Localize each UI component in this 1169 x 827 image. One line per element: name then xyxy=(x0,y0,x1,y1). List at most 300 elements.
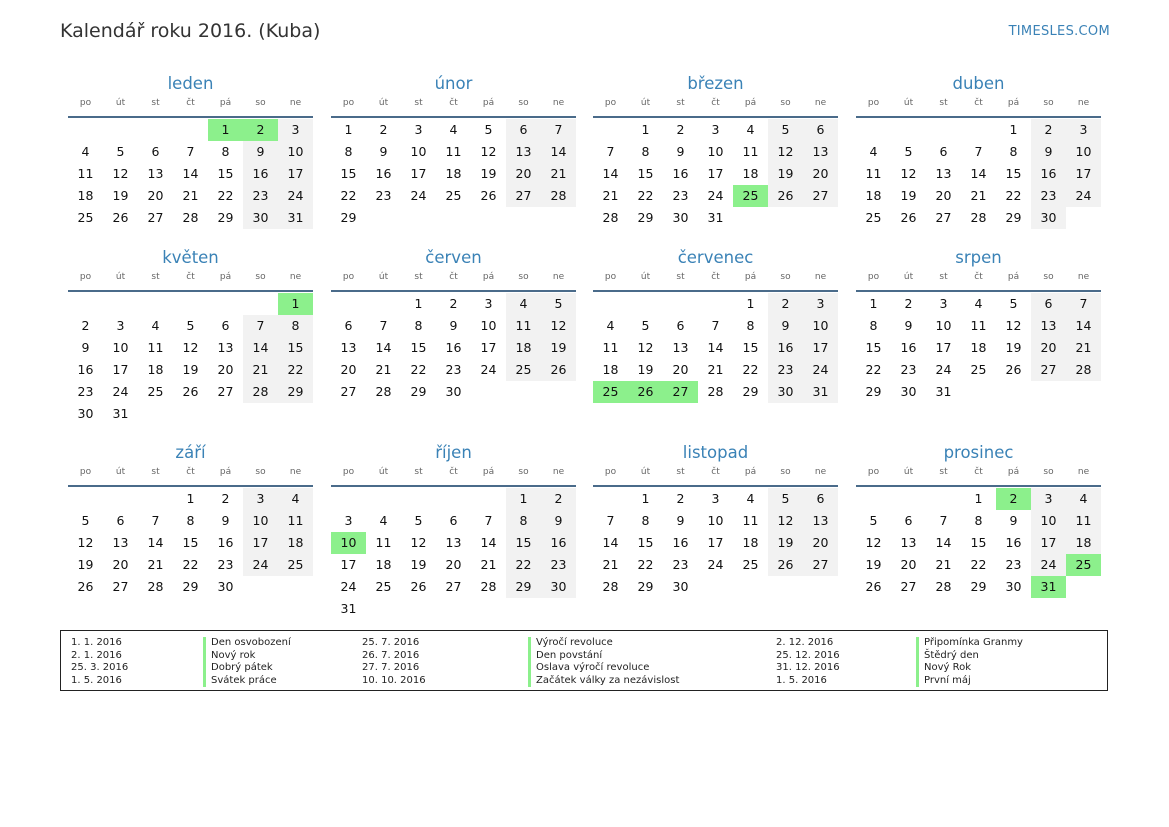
day-cell: 25 xyxy=(865,210,882,225)
day-cell: 20 xyxy=(803,532,838,554)
empty-cell xyxy=(68,488,103,510)
day-cell: 6 xyxy=(151,144,160,159)
day-cell: 21 xyxy=(970,188,987,203)
day-cell: 17 xyxy=(340,557,357,572)
day-cell: 17 xyxy=(243,532,278,554)
day-cell: 6 xyxy=(676,318,685,333)
day-cell: 4 xyxy=(869,144,878,159)
empty-cell xyxy=(593,119,628,141)
day-cell: 20 xyxy=(506,163,541,185)
weekday-label: so xyxy=(1043,272,1054,282)
weekday-label: po xyxy=(604,98,617,108)
day-cell: 25 xyxy=(375,579,392,594)
day-cell: 21 xyxy=(480,557,497,572)
day-cell: 27 xyxy=(217,384,234,399)
day-cell: 2 xyxy=(221,491,230,506)
day-cell: 15 xyxy=(410,340,427,355)
weekday-label: st xyxy=(151,467,160,477)
empty-cell xyxy=(961,119,996,141)
empty-cell xyxy=(138,119,173,141)
day-cell: 9 xyxy=(904,318,913,333)
day-cell: 24 xyxy=(935,362,952,377)
day-cell: 14 xyxy=(1066,315,1101,337)
day-cell: 6 xyxy=(904,513,913,528)
empty-cell xyxy=(593,293,628,315)
day-cell: 11 xyxy=(742,144,759,159)
legend-names-col-1 xyxy=(203,637,291,687)
legend-holiday-name: První máj xyxy=(916,675,1023,688)
day-cell: 31 xyxy=(278,207,313,229)
empty-cell xyxy=(593,488,628,510)
day-cell: 19 xyxy=(768,163,803,185)
empty-cell xyxy=(891,488,926,510)
day-cell: 15 xyxy=(506,532,541,554)
day-cell: 25 xyxy=(77,210,94,225)
day-cell: 17 xyxy=(1031,532,1066,554)
day-cell: 19 xyxy=(768,532,803,554)
weekday-label: ne xyxy=(552,272,565,282)
day-cell: 26 xyxy=(480,188,497,203)
weekday-label: út xyxy=(903,467,914,477)
weekday-label: út xyxy=(115,467,126,477)
legend-date: 25. 7. 2016 xyxy=(362,637,420,648)
day-cell: 26 xyxy=(182,384,199,399)
day-cell: 17 xyxy=(707,166,724,181)
day-cell: 24 xyxy=(410,188,427,203)
day-cell: 10 xyxy=(707,144,724,159)
legend-date: 1. 5. 2016 xyxy=(776,674,827,686)
day-cell: 26 xyxy=(768,554,803,576)
day-cell: 27 xyxy=(112,579,129,594)
day-cell: 28 xyxy=(602,210,619,225)
weekday-header xyxy=(593,96,838,118)
day-cell: 4 xyxy=(151,318,160,333)
weekday-label: čt xyxy=(449,467,458,477)
weekday-label: čt xyxy=(711,272,720,282)
weekday-header xyxy=(331,96,576,118)
day-cell: 2 xyxy=(768,293,803,315)
weekday-label: čt xyxy=(186,98,195,108)
day-cell: 11 xyxy=(506,315,541,337)
day-cell: 22 xyxy=(217,188,234,203)
day-cell: 18 xyxy=(742,166,759,181)
weekday-label: so xyxy=(255,467,266,477)
weekday-label: ne xyxy=(289,272,302,282)
weekday-label: so xyxy=(518,272,529,282)
day-cell: 13 xyxy=(112,535,129,550)
day-grid xyxy=(331,119,576,229)
weekday-label: po xyxy=(867,272,880,282)
month-9 xyxy=(68,441,313,598)
day-cell: 19 xyxy=(410,557,427,572)
weekday-label: st xyxy=(676,272,685,282)
weekday-header xyxy=(856,465,1101,487)
day-cell: 16 xyxy=(768,337,803,359)
day-cell: 3 xyxy=(243,488,278,510)
day-cell: 23 xyxy=(768,359,803,381)
day-cell: 26 xyxy=(541,359,576,381)
holiday-day-cell: 2 xyxy=(996,488,1031,510)
day-cell: 8 xyxy=(641,144,650,159)
holiday-day-cell: 25 xyxy=(593,381,628,403)
day-cell: 1 xyxy=(506,488,541,510)
weekday-label: ne xyxy=(289,467,302,477)
weekday-label: ne xyxy=(1077,272,1090,282)
day-cell: 28 xyxy=(935,579,952,594)
day-cell: 7 xyxy=(1066,293,1101,315)
day-cell: 20 xyxy=(900,557,917,572)
weekday-label: po xyxy=(342,98,355,108)
weekday-label: ne xyxy=(1077,467,1090,477)
day-cell: 5 xyxy=(116,144,125,159)
day-cell: 11 xyxy=(147,340,164,355)
day-cell: 10 xyxy=(935,318,952,333)
day-cell: 14 xyxy=(707,340,724,355)
day-cell: 17 xyxy=(410,166,427,181)
day-cell: 13 xyxy=(217,340,234,355)
brand-link[interactable]: TIMESLES.COM xyxy=(1008,24,1110,39)
day-cell: 23 xyxy=(1005,557,1022,572)
day-cell: 24 xyxy=(340,579,357,594)
day-cell: 5 xyxy=(414,513,423,528)
day-cell: 15 xyxy=(340,166,357,181)
weekday-label: ne xyxy=(552,467,565,477)
day-cell: 22 xyxy=(340,188,357,203)
empty-cell xyxy=(366,293,401,315)
day-cell: 11 xyxy=(375,535,392,550)
day-cell: 21 xyxy=(243,359,278,381)
month-name: prosinec xyxy=(943,443,1014,462)
legend-holiday-name: Dobrý pátek xyxy=(203,662,291,675)
month-name: červenec xyxy=(677,248,754,267)
day-cell: 11 xyxy=(970,318,987,333)
empty-cell xyxy=(856,119,891,141)
day-cell: 30 xyxy=(77,406,94,421)
day-cell: 7 xyxy=(484,513,493,528)
day-cell: 26 xyxy=(1005,362,1022,377)
empty-cell xyxy=(926,488,961,510)
day-cell: 15 xyxy=(865,340,882,355)
day-cell: 14 xyxy=(602,166,619,181)
holiday-day-cell: 25 xyxy=(733,185,768,207)
day-cell: 29 xyxy=(506,576,541,598)
holiday-day-cell: 2 xyxy=(243,119,278,141)
day-cell: 23 xyxy=(541,554,576,576)
day-cell: 7 xyxy=(186,144,195,159)
legend-dates-col-3 xyxy=(776,637,840,687)
weekday-header xyxy=(68,465,313,487)
day-cell: 7 xyxy=(606,144,615,159)
month-10 xyxy=(331,441,576,620)
weekday-label: ne xyxy=(552,98,565,108)
holiday-day-cell: 27 xyxy=(663,381,698,403)
weekday-label: po xyxy=(342,272,355,282)
month-name: srpen xyxy=(955,248,1002,267)
month-12 xyxy=(856,441,1101,598)
day-cell: 4 xyxy=(278,488,313,510)
day-cell: 21 xyxy=(147,557,164,572)
weekday-label: so xyxy=(518,467,529,477)
day-cell: 21 xyxy=(375,362,392,377)
month-name: leden xyxy=(167,74,214,93)
day-cell: 9 xyxy=(379,144,388,159)
day-cell: 28 xyxy=(541,185,576,207)
day-cell: 13 xyxy=(340,340,357,355)
day-cell: 18 xyxy=(1066,532,1101,554)
day-cell: 30 xyxy=(768,381,803,403)
day-grid xyxy=(593,488,838,598)
day-cell: 7 xyxy=(541,119,576,141)
day-cell: 15 xyxy=(637,535,654,550)
day-cell: 5 xyxy=(641,318,650,333)
day-cell: 12 xyxy=(768,510,803,532)
day-cell: 26 xyxy=(77,579,94,594)
holiday-day-cell: 26 xyxy=(628,381,663,403)
weekday-label: st xyxy=(414,272,423,282)
empty-cell xyxy=(401,488,436,510)
month-name: květen xyxy=(162,248,219,267)
day-cell: 24 xyxy=(1031,554,1066,576)
day-cell: 24 xyxy=(278,185,313,207)
weekday-label: pá xyxy=(744,467,757,477)
day-cell: 14 xyxy=(480,535,497,550)
day-cell: 12 xyxy=(541,315,576,337)
day-cell: 6 xyxy=(221,318,230,333)
day-cell: 25 xyxy=(445,188,462,203)
day-cell: 4 xyxy=(81,144,90,159)
weekday-label: čt xyxy=(974,272,983,282)
weekday-label: po xyxy=(867,98,880,108)
day-cell: 5 xyxy=(768,488,803,510)
empty-cell xyxy=(208,293,243,315)
day-cell: 16 xyxy=(1005,535,1022,550)
day-cell: 10 xyxy=(243,510,278,532)
day-cell: 8 xyxy=(869,318,878,333)
day-cell: 16 xyxy=(1031,163,1066,185)
day-cell: 22 xyxy=(506,554,541,576)
month-11 xyxy=(593,441,838,598)
day-cell: 3 xyxy=(711,491,720,506)
day-cell: 12 xyxy=(768,141,803,163)
weekday-label: út xyxy=(378,98,389,108)
day-cell: 13 xyxy=(803,141,838,163)
day-cell: 9 xyxy=(81,340,90,355)
day-cell: 11 xyxy=(77,166,94,181)
day-cell: 3 xyxy=(344,513,353,528)
day-cell: 10 xyxy=(112,340,129,355)
day-cell: 19 xyxy=(112,188,129,203)
weekday-label: po xyxy=(604,272,617,282)
day-cell: 5 xyxy=(541,293,576,315)
day-cell: 14 xyxy=(243,337,278,359)
day-cell: 14 xyxy=(935,535,952,550)
month-3 xyxy=(593,72,838,229)
holiday-legend xyxy=(60,630,1108,691)
day-grid xyxy=(856,488,1101,598)
day-cell: 27 xyxy=(935,210,952,225)
day-cell: 29 xyxy=(742,384,759,399)
day-cell: 8 xyxy=(506,510,541,532)
day-cell: 24 xyxy=(243,554,278,576)
day-cell: 13 xyxy=(803,510,838,532)
day-cell: 16 xyxy=(672,535,689,550)
day-cell: 9 xyxy=(676,513,685,528)
day-cell: 8 xyxy=(221,144,230,159)
day-cell: 22 xyxy=(637,557,654,572)
weekday-label: út xyxy=(115,272,126,282)
empty-cell xyxy=(366,488,401,510)
day-cell: 26 xyxy=(112,210,129,225)
day-cell: 19 xyxy=(480,166,497,181)
day-cell: 6 xyxy=(116,513,125,528)
weekday-label: so xyxy=(1043,98,1054,108)
weekday-label: pá xyxy=(482,467,495,477)
day-cell: 16 xyxy=(375,166,392,181)
day-cell: 28 xyxy=(480,579,497,594)
day-cell: 3 xyxy=(1066,119,1101,141)
day-cell: 10 xyxy=(803,315,838,337)
weekday-label: st xyxy=(414,98,423,108)
day-cell: 3 xyxy=(484,296,493,311)
weekday-label: ne xyxy=(814,272,827,282)
weekday-label: st xyxy=(414,467,423,477)
day-cell: 1 xyxy=(414,296,423,311)
month-name: listopad xyxy=(682,443,749,462)
day-grid xyxy=(68,119,313,229)
day-cell: 16 xyxy=(445,340,462,355)
day-cell: 15 xyxy=(182,535,199,550)
day-cell: 11 xyxy=(742,513,759,528)
weekday-label: po xyxy=(79,272,92,282)
day-cell: 30 xyxy=(1005,579,1022,594)
day-cell: 2 xyxy=(379,122,388,137)
empty-cell xyxy=(698,293,733,315)
day-cell: 16 xyxy=(900,340,917,355)
day-cell: 25 xyxy=(506,359,541,381)
day-cell: 29 xyxy=(340,210,357,225)
day-cell: 22 xyxy=(865,362,882,377)
weekday-label: so xyxy=(780,467,791,477)
day-cell: 9 xyxy=(1009,513,1018,528)
legend-holiday-name: Nový rok xyxy=(203,650,291,663)
day-cell: 16 xyxy=(541,532,576,554)
day-grid xyxy=(68,488,313,598)
legend-holiday-name: Svátek práce xyxy=(203,675,291,688)
legend-date: 25. 12. 2016 xyxy=(776,649,840,661)
day-cell: 24 xyxy=(707,557,724,572)
day-cell: 23 xyxy=(1031,185,1066,207)
weekday-label: st xyxy=(676,467,685,477)
weekday-label: po xyxy=(79,98,92,108)
day-cell: 20 xyxy=(935,188,952,203)
day-cell: 29 xyxy=(970,579,987,594)
empty-cell xyxy=(138,488,173,510)
month-name: únor xyxy=(434,74,473,93)
month-8 xyxy=(856,246,1101,403)
day-cell: 7 xyxy=(379,318,388,333)
day-cell: 3 xyxy=(711,122,720,137)
weekday-label: pá xyxy=(219,272,232,282)
legend-dates-col-2 xyxy=(362,637,426,687)
weekday-label: st xyxy=(939,272,948,282)
day-cell: 23 xyxy=(217,557,234,572)
day-cell: 15 xyxy=(1005,166,1022,181)
day-cell: 1 xyxy=(186,491,195,506)
day-cell: 10 xyxy=(1031,510,1066,532)
day-cell: 21 xyxy=(935,557,952,572)
month-name: březen xyxy=(687,74,744,93)
weekday-label: po xyxy=(867,467,880,477)
day-cell: 18 xyxy=(77,188,94,203)
day-cell: 5 xyxy=(869,513,878,528)
empty-cell xyxy=(891,119,926,141)
day-cell: 31 xyxy=(112,406,129,421)
day-cell: 2 xyxy=(541,488,576,510)
day-cell: 17 xyxy=(278,163,313,185)
empty-cell xyxy=(471,488,506,510)
day-cell: 22 xyxy=(410,362,427,377)
day-cell: 8 xyxy=(641,513,650,528)
day-cell: 3 xyxy=(414,122,423,137)
day-cell: 22 xyxy=(278,359,313,381)
weekday-label: st xyxy=(151,272,160,282)
day-cell: 4 xyxy=(379,513,388,528)
day-cell: 17 xyxy=(803,337,838,359)
day-cell: 21 xyxy=(1066,337,1101,359)
day-cell: 9 xyxy=(541,510,576,532)
day-cell: 11 xyxy=(602,340,619,355)
day-cell: 7 xyxy=(151,513,160,528)
day-cell: 13 xyxy=(672,340,689,355)
day-grid xyxy=(331,293,576,403)
day-cell: 7 xyxy=(974,144,983,159)
day-cell: 9 xyxy=(449,318,458,333)
day-cell: 21 xyxy=(707,362,724,377)
day-cell: 22 xyxy=(1005,188,1022,203)
weekday-label: ne xyxy=(1077,98,1090,108)
day-cell: 27 xyxy=(803,554,838,576)
empty-cell xyxy=(103,293,138,315)
day-cell: 1 xyxy=(344,122,353,137)
day-cell: 28 xyxy=(375,384,392,399)
empty-cell xyxy=(243,293,278,315)
weekday-label: pá xyxy=(219,98,232,108)
legend-date: 31. 12. 2016 xyxy=(776,662,840,673)
day-cell: 8 xyxy=(344,144,353,159)
day-cell: 14 xyxy=(182,166,199,181)
month-6 xyxy=(331,246,576,403)
day-cell: 5 xyxy=(1009,296,1018,311)
day-cell: 3 xyxy=(939,296,948,311)
day-cell: 26 xyxy=(865,579,882,594)
day-cell: 24 xyxy=(112,384,129,399)
weekday-label: pá xyxy=(482,272,495,282)
holiday-day-cell: 1 xyxy=(278,293,313,315)
day-cell: 8 xyxy=(746,318,755,333)
day-cell: 31 xyxy=(935,384,952,399)
day-cell: 2 xyxy=(676,491,685,506)
empty-cell xyxy=(173,119,208,141)
day-cell: 5 xyxy=(768,119,803,141)
weekday-header xyxy=(593,270,838,292)
day-cell: 19 xyxy=(77,557,94,572)
day-cell: 16 xyxy=(672,166,689,181)
empty-cell xyxy=(68,293,103,315)
weekday-label: čt xyxy=(186,272,195,282)
day-cell: 21 xyxy=(182,188,199,203)
weekday-label: ne xyxy=(814,98,827,108)
weekday-label: ne xyxy=(814,467,827,477)
